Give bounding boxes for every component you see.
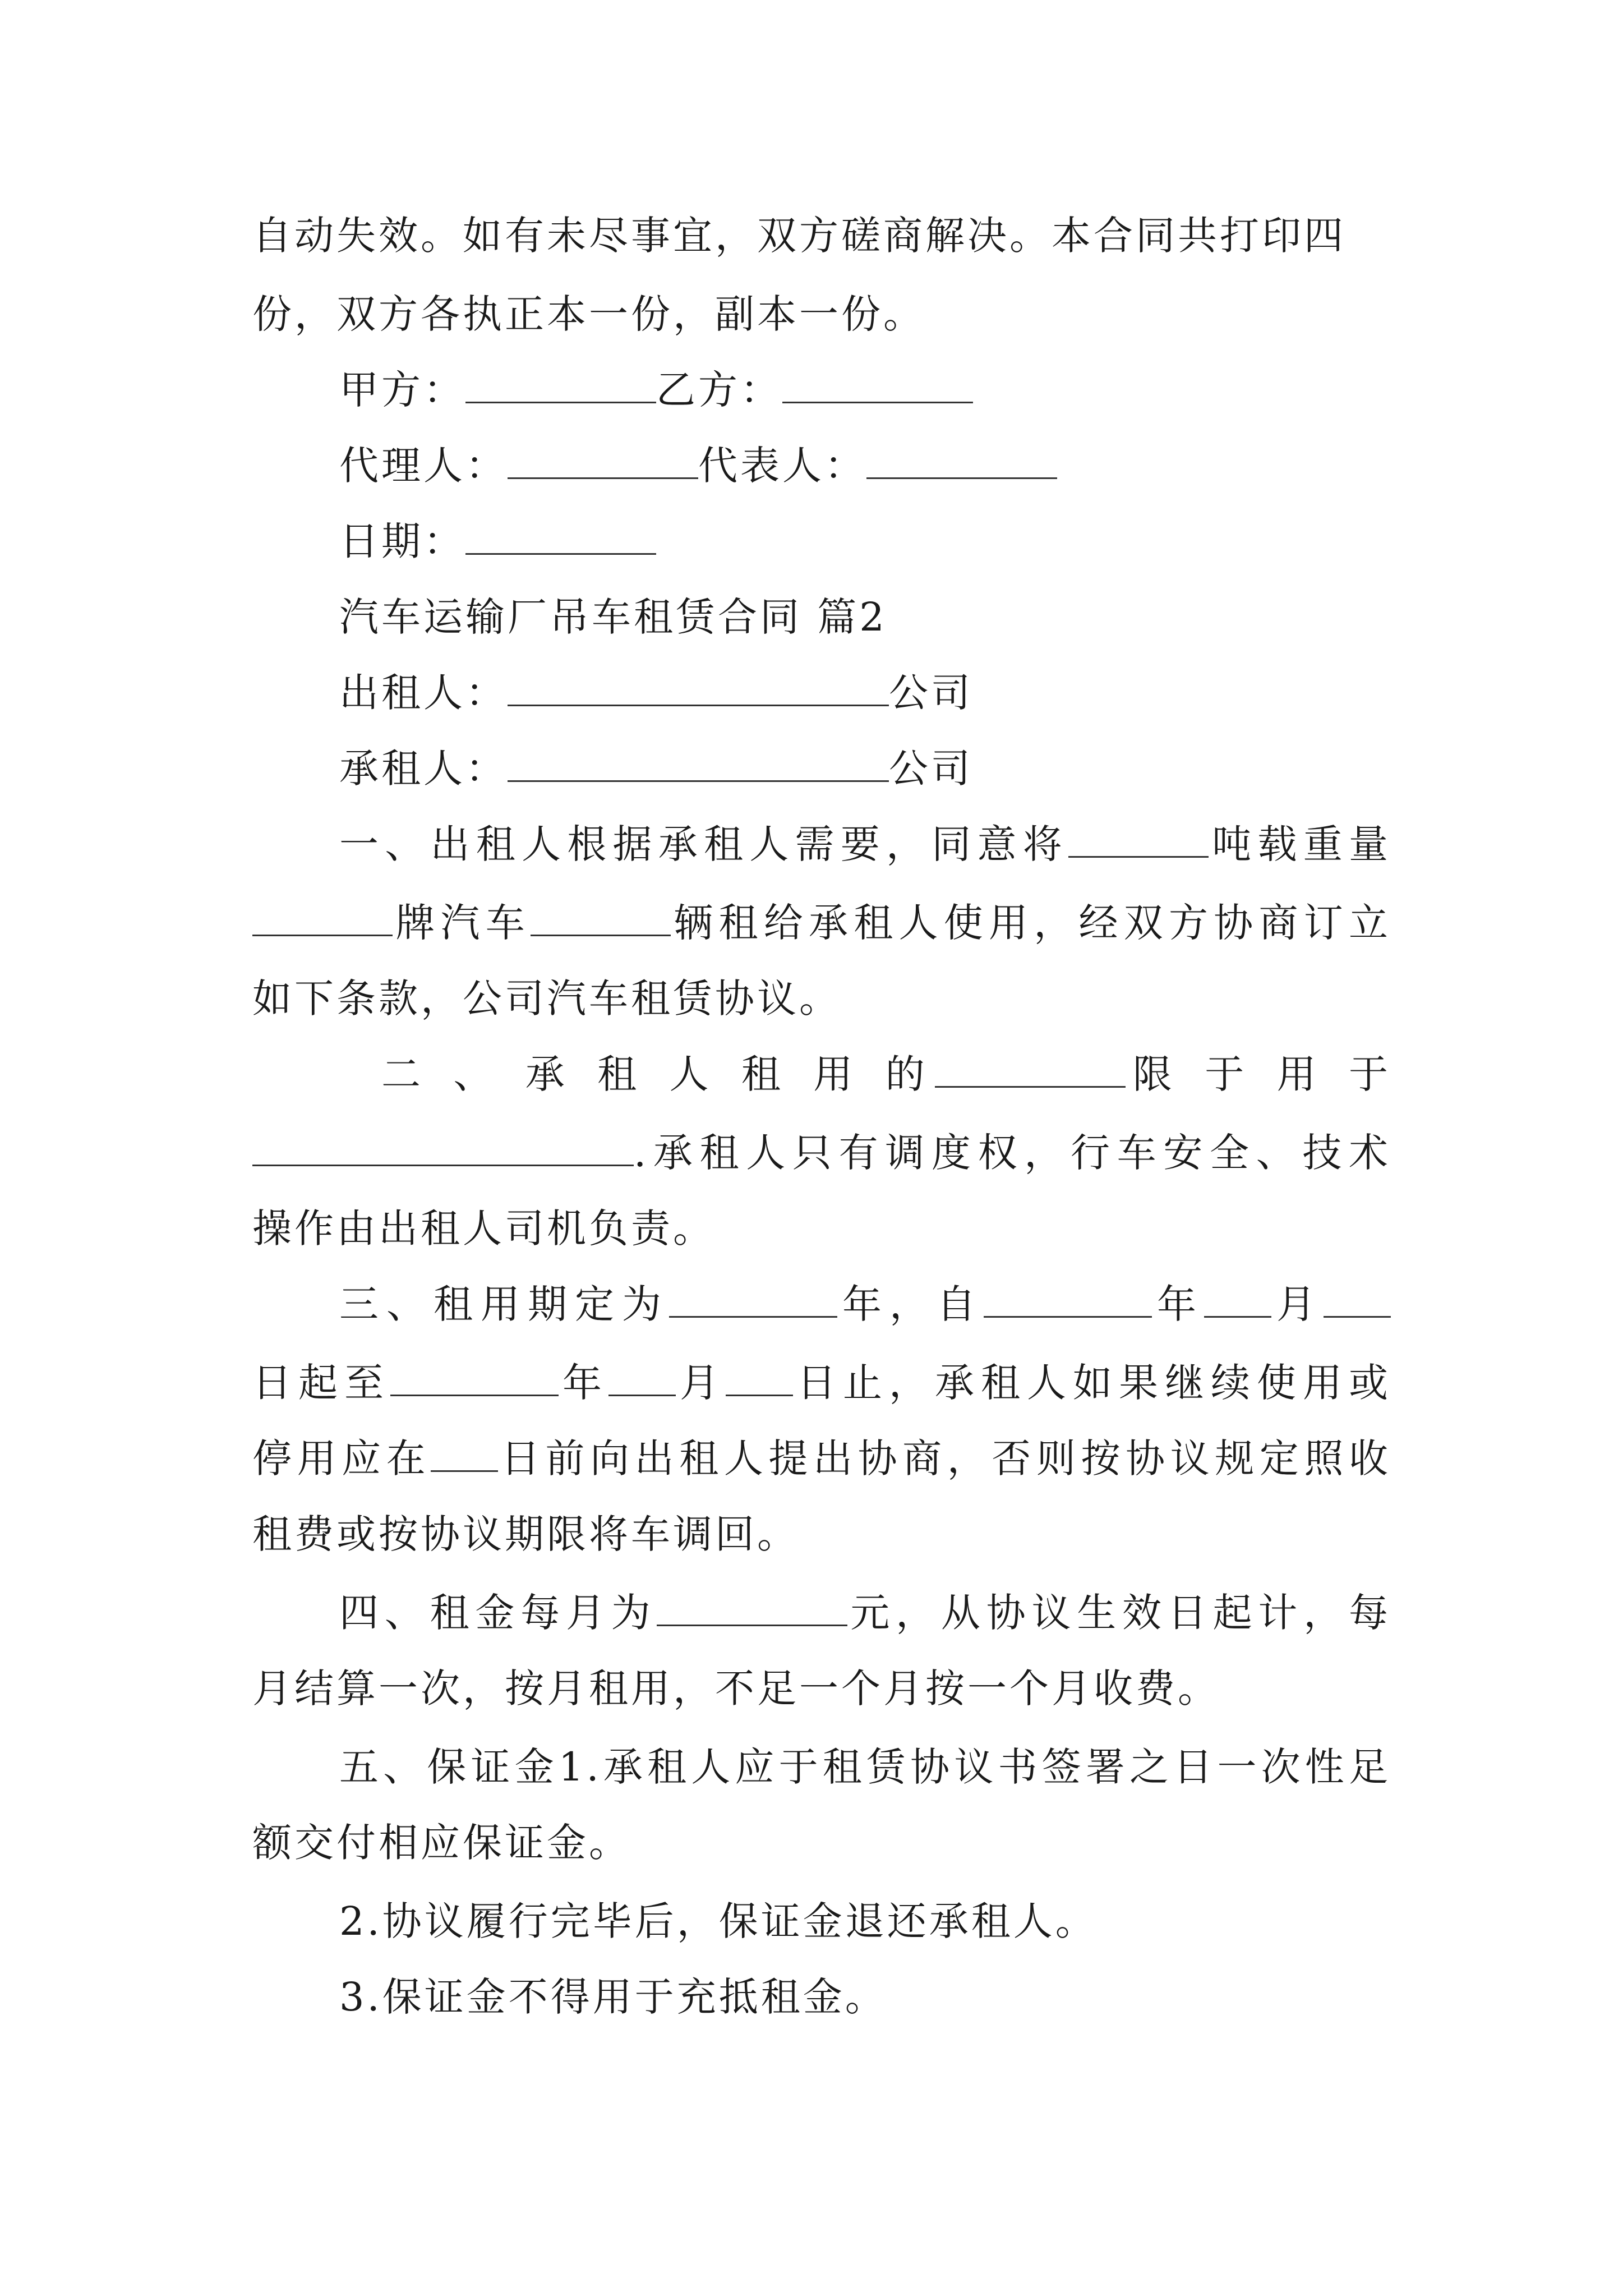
date-label: 日期： bbox=[339, 518, 465, 564]
text: 限 于 用 于 bbox=[1125, 1051, 1391, 1097]
start-month-blank bbox=[1204, 1281, 1271, 1318]
usage-blank bbox=[252, 1130, 634, 1166]
text: 年 bbox=[559, 1360, 608, 1406]
clause-2-line-1 bbox=[381, 1046, 1391, 1102]
text: 月 bbox=[1271, 1281, 1324, 1327]
term-blank bbox=[669, 1281, 837, 1318]
lessor-label: 出租人： bbox=[339, 670, 508, 716]
company-text: 公司 bbox=[889, 670, 973, 716]
paragraph-line bbox=[252, 208, 1391, 264]
text: .承租人只有调度权，行车安全、技术 bbox=[634, 1130, 1391, 1176]
text: 四、租金每月为 bbox=[339, 1590, 657, 1636]
end-year-blank bbox=[390, 1360, 559, 1396]
text: 年 bbox=[1152, 1281, 1204, 1327]
lessee-blank bbox=[508, 746, 889, 782]
brand-blank bbox=[252, 900, 393, 936]
clause-2-line-3 bbox=[252, 1200, 1391, 1257]
party-a-blank bbox=[465, 367, 656, 403]
notice-days-blank bbox=[431, 1435, 498, 1472]
text: 租费或按协议期限将车调回。 bbox=[252, 1511, 799, 1557]
vehicle-blank bbox=[935, 1051, 1126, 1088]
party-a-label: 甲方： bbox=[339, 367, 465, 413]
text: 三、租用期定为 bbox=[339, 1281, 669, 1327]
agent-label: 代理人： bbox=[339, 443, 508, 489]
clause-3-line-1 bbox=[339, 1276, 1391, 1332]
text: 额交付相应保证金。 bbox=[252, 1820, 631, 1866]
text: 一、出租人根据承租人需要，同意将 bbox=[339, 821, 1068, 867]
clause-5-line-1 bbox=[339, 1739, 1391, 1795]
company-text: 公司 bbox=[889, 746, 973, 792]
clause-2-line-2 bbox=[252, 1125, 1391, 1181]
text: 月结算一次，按月租用，不足一个月按一个月收费。 bbox=[252, 1665, 1220, 1711]
clause-4-line-2 bbox=[252, 1660, 1391, 1717]
clause-5-item-3 bbox=[339, 1969, 1391, 2025]
clause-3-line-4 bbox=[252, 1506, 1391, 1562]
text: 操作由出租人司机负责。 bbox=[252, 1205, 715, 1251]
text: 日起至 bbox=[252, 1360, 390, 1406]
end-day-blank bbox=[726, 1360, 793, 1396]
clause-1-line-3 bbox=[252, 970, 1391, 1027]
agent-blank bbox=[508, 443, 698, 479]
clause-5-item-2 bbox=[339, 1893, 1391, 1949]
text: 二 、 承 租 人 租 用 的 bbox=[381, 1051, 935, 1097]
lessor-line bbox=[339, 665, 1391, 721]
text: 停用应在 bbox=[252, 1435, 431, 1481]
party-b-blank bbox=[782, 367, 973, 403]
text: 月 bbox=[676, 1360, 726, 1406]
text: 五、保证金1.承租人应于租赁协议书签署之日一次性足 bbox=[339, 1744, 1391, 1790]
lessee-label: 承租人： bbox=[339, 746, 508, 792]
text: 辆租给承租人使用，经双方协商订立 bbox=[671, 900, 1391, 946]
rent-blank bbox=[657, 1590, 847, 1626]
lessee-line bbox=[339, 740, 1391, 797]
start-day-blank bbox=[1324, 1281, 1391, 1318]
title-text: 汽车运输厂吊车租赁合同 篇2 bbox=[339, 594, 887, 640]
text: 日止，承租人如果继续使用或 bbox=[793, 1360, 1391, 1406]
signature-line-agents bbox=[339, 438, 1391, 494]
text: 牌汽车 bbox=[393, 900, 531, 946]
signature-line-date bbox=[339, 513, 1391, 569]
paragraph-line bbox=[252, 286, 1391, 342]
representative-label: 代表人： bbox=[698, 443, 866, 489]
text: 3.保证金不得用于充抵租金。 bbox=[339, 1974, 887, 2020]
clause-3-line-2 bbox=[252, 1355, 1391, 1411]
signature-line-parties bbox=[339, 362, 1391, 418]
section-title bbox=[339, 589, 1391, 645]
clause-1-line-2 bbox=[252, 895, 1391, 951]
text: 日前向出租人提出协商，否则按协议规定照收 bbox=[498, 1435, 1391, 1481]
end-month-blank bbox=[608, 1360, 676, 1396]
text: 2.协议履行完毕后，保证金退还承租人。 bbox=[339, 1898, 1098, 1944]
clause-5-line-2 bbox=[252, 1815, 1391, 1871]
text: 如下条款，公司汽车租赁协议。 bbox=[252, 976, 841, 1022]
tonnage-blank bbox=[1068, 821, 1209, 858]
party-b-label: 乙方： bbox=[656, 367, 782, 413]
text: 年，自 bbox=[837, 1281, 984, 1327]
vehicle-count-blank bbox=[531, 900, 671, 936]
text: 吨载重量 bbox=[1209, 821, 1391, 867]
representative-blank bbox=[866, 443, 1057, 479]
start-year-blank bbox=[984, 1281, 1152, 1318]
text: 自动失效。如有未尽事宜，双方磋商解决。本合同共打印四 bbox=[252, 213, 1346, 259]
lessor-blank bbox=[508, 670, 889, 706]
text: 份，双方各执正本一份，副本一份。 bbox=[252, 291, 925, 337]
clause-4-line-1 bbox=[339, 1585, 1391, 1641]
text: 元，从协议生效日起计，每 bbox=[847, 1590, 1391, 1636]
clause-3-line-3 bbox=[252, 1430, 1391, 1487]
date-blank bbox=[465, 518, 656, 555]
clause-1-line-1 bbox=[339, 816, 1391, 872]
